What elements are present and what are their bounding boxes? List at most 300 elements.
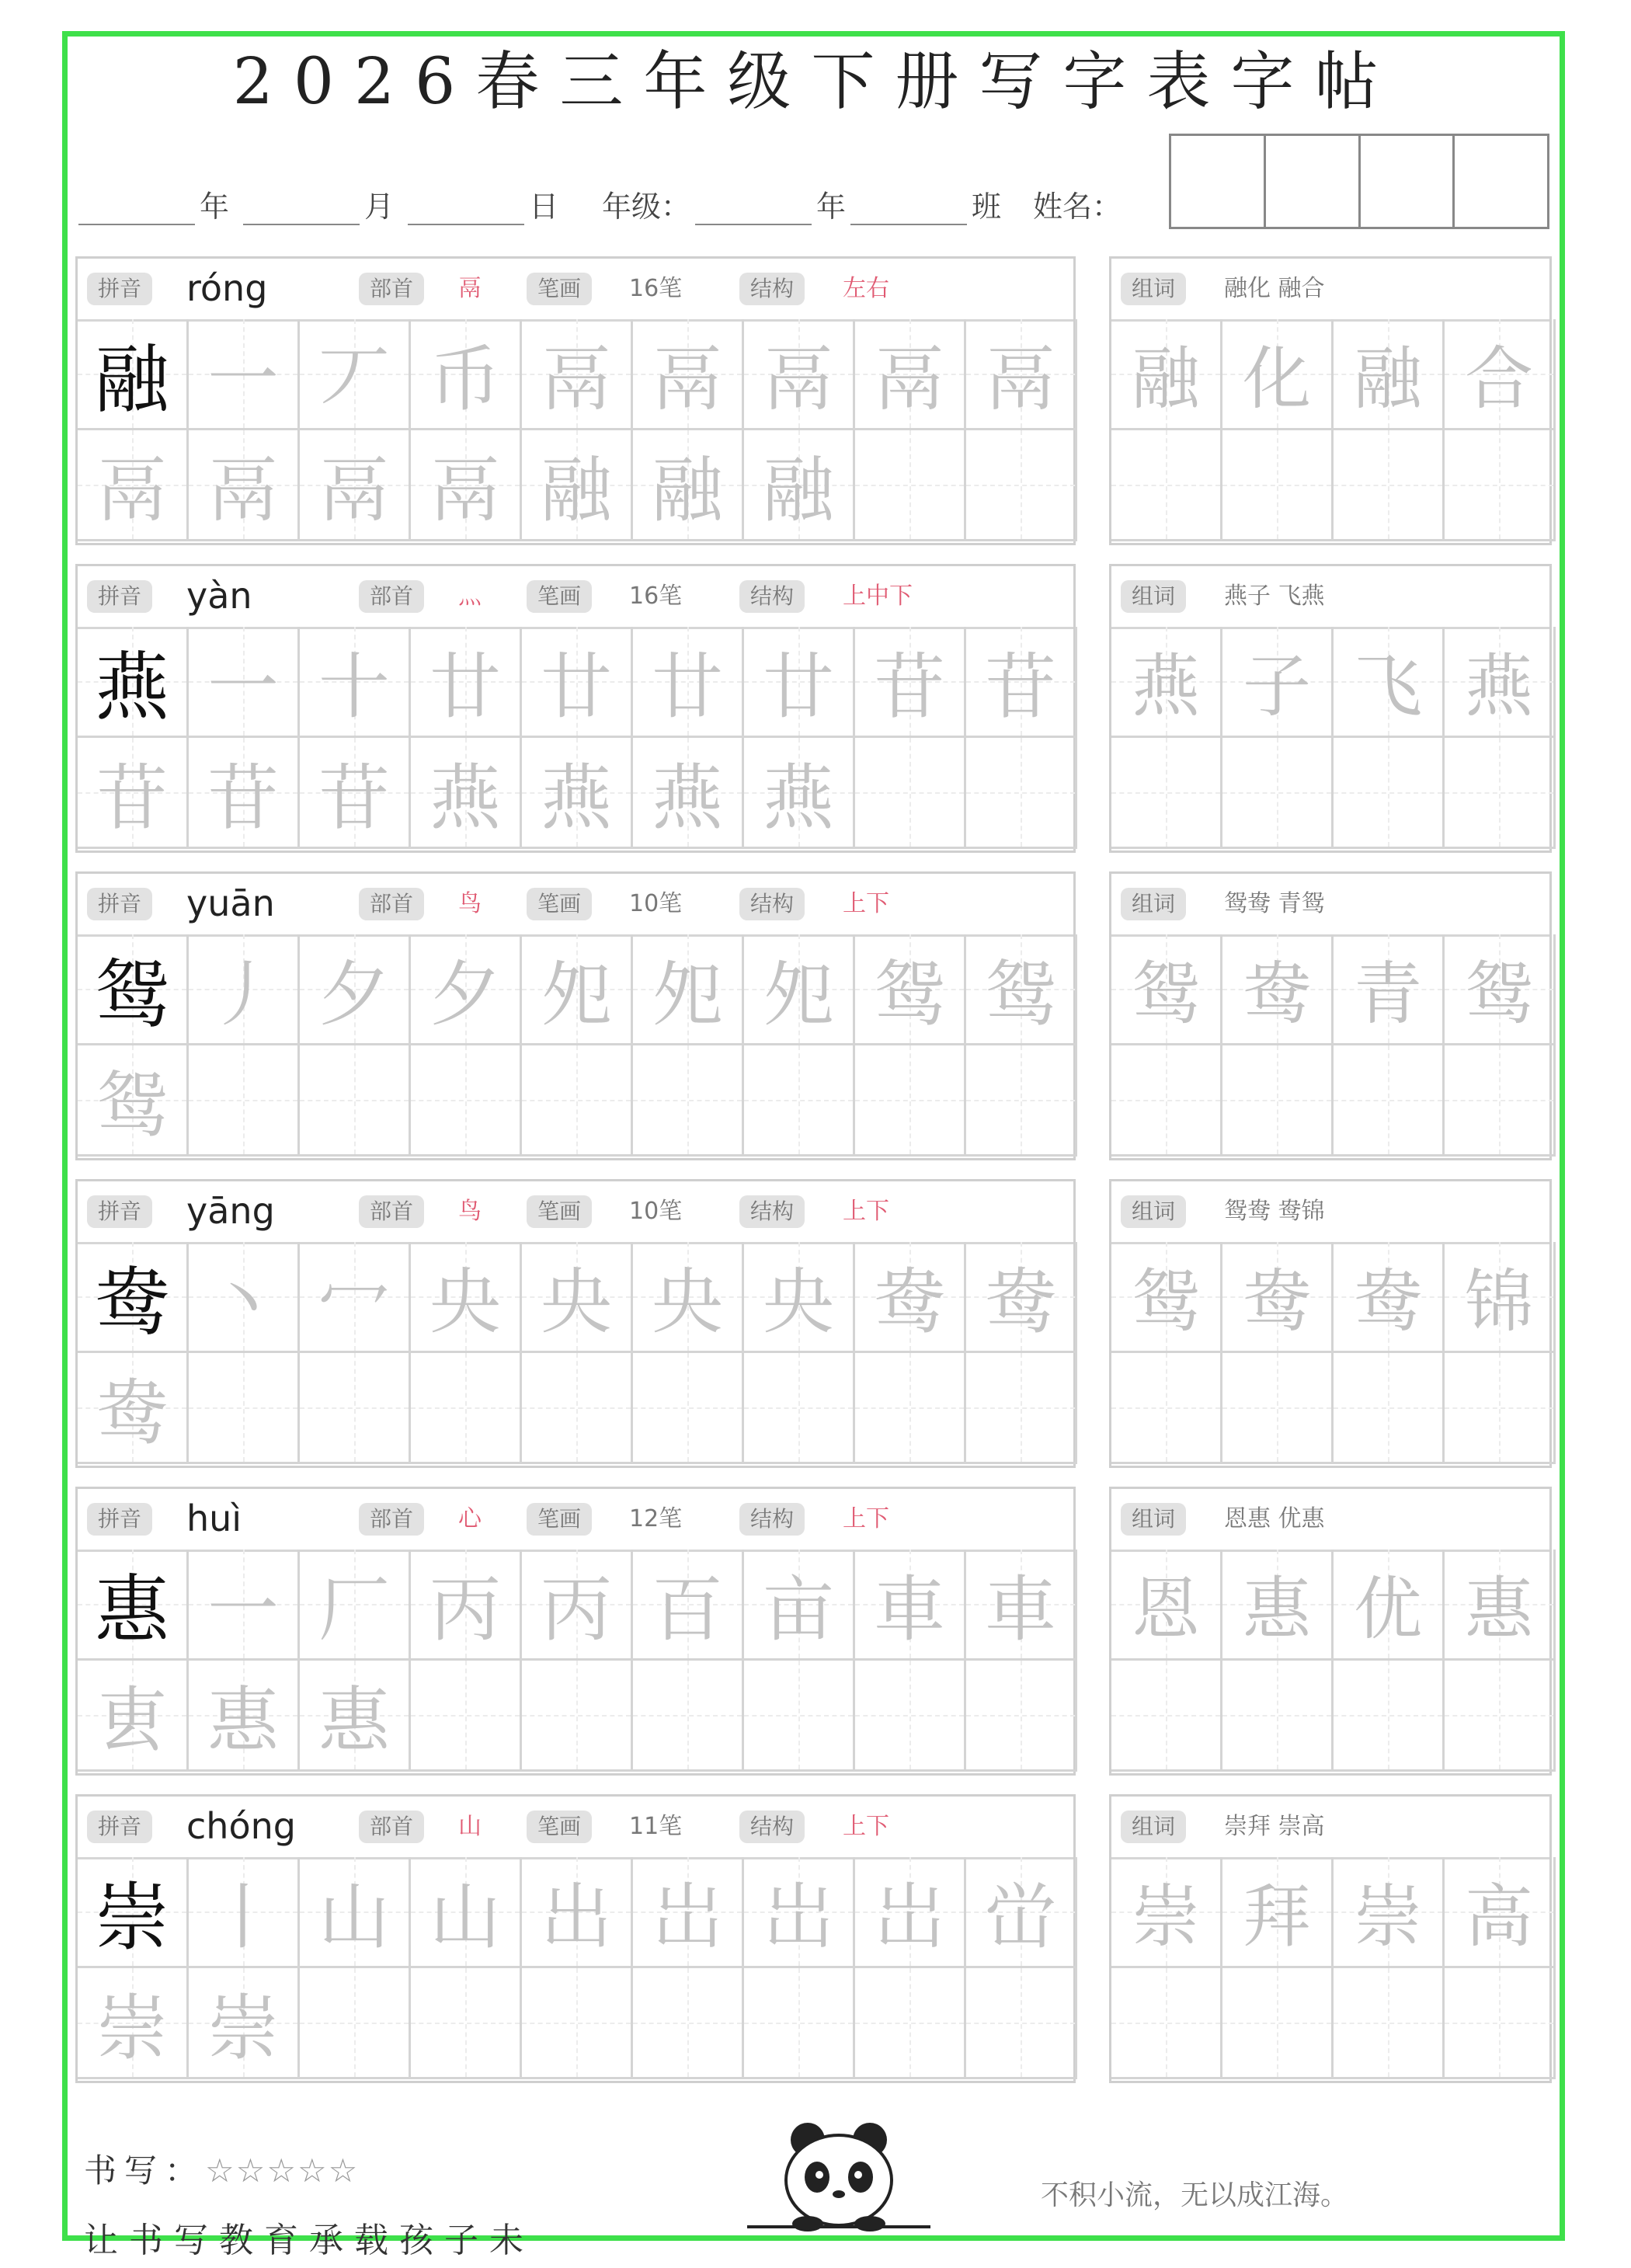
- grid-cell[interactable]: [1111, 1353, 1222, 1464]
- words-tag: 组词: [1121, 1503, 1186, 1536]
- grid-cell[interactable]: [522, 1242, 633, 1353]
- trace-char: 燕: [651, 757, 723, 840]
- grid-cell[interactable]: [1111, 1968, 1222, 2079]
- grid-cell[interactable]: [855, 1968, 966, 2079]
- words-value: 鸳鸯 鸯锦: [1224, 1198, 1325, 1225]
- grade-label: 年级：: [602, 190, 691, 224]
- rating-label: 书写：: [84, 2151, 206, 2190]
- word-trace-char: 子: [1242, 646, 1311, 726]
- trace-char: 燕: [429, 757, 501, 840]
- grid-cell[interactable]: [1222, 430, 1334, 541]
- grid-cell[interactable]: [1222, 319, 1334, 430]
- grid-cell[interactable]: [744, 934, 855, 1045]
- grid-cell[interactable]: [744, 1353, 855, 1464]
- grid-cell[interactable]: [633, 738, 744, 849]
- grid-cell[interactable]: [189, 1353, 300, 1464]
- radical-value: 鸟: [458, 890, 482, 917]
- class-unit: 班: [972, 190, 1002, 224]
- trace-char: 夕: [318, 953, 390, 1036]
- trace-char: 鬲: [207, 449, 279, 532]
- grid-cell[interactable]: [78, 1353, 189, 1464]
- trace-char: 鬲: [540, 338, 612, 421]
- grid-cell[interactable]: [300, 1045, 411, 1157]
- words-value: 鸳鸯 青鸳: [1224, 890, 1325, 917]
- grid-cell[interactable]: [522, 738, 633, 849]
- word-trace-char: 燕: [1131, 646, 1200, 726]
- word-trace-char: 惠: [1242, 1569, 1311, 1649]
- char-panel: [75, 871, 1076, 1160]
- trace-char: 鬲: [651, 338, 723, 421]
- trace-char: 十: [318, 645, 390, 729]
- grid-cell[interactable]: [300, 627, 411, 738]
- words-header: [1111, 1181, 1549, 1244]
- trace-char: 央: [429, 1261, 501, 1344]
- grid-cell[interactable]: [522, 1968, 633, 2079]
- trace-char: 百: [651, 1568, 723, 1651]
- grid-cell[interactable]: [411, 1661, 522, 1772]
- grid-cell[interactable]: [78, 430, 189, 541]
- trace-char: 苷: [207, 757, 279, 840]
- grid-cell[interactable]: [744, 1968, 855, 2079]
- grid-cell[interactable]: [966, 738, 1077, 849]
- words-grid: [1111, 1550, 1556, 1772]
- writing-grid: [78, 934, 1077, 1157]
- grid-cell[interactable]: [966, 1550, 1077, 1661]
- grid-cell[interactable]: [633, 1353, 744, 1464]
- trace-char: 岀: [651, 1876, 723, 1959]
- trace-char: 燕: [540, 757, 612, 840]
- trace-char: 崇: [207, 1987, 279, 2070]
- grid-cell[interactable]: [78, 738, 189, 849]
- grid-cell[interactable]: [855, 1353, 966, 1464]
- grid-cell[interactable]: [522, 1353, 633, 1464]
- grid-cell[interactable]: [1445, 319, 1556, 430]
- grid-cell[interactable]: [1111, 319, 1222, 430]
- grid-cell[interactable]: [411, 1045, 522, 1157]
- trace-char: 苷: [96, 757, 168, 840]
- grid-cell[interactable]: [1111, 627, 1222, 738]
- grid-cell[interactable]: [1222, 1857, 1334, 1968]
- trace-char: 苷: [984, 645, 1056, 729]
- model-char: 燕: [95, 643, 169, 731]
- radical-value: 心: [458, 1505, 482, 1532]
- grid-cell[interactable]: [522, 1661, 633, 1772]
- month-blank[interactable]: [243, 193, 360, 225]
- strokes-tag: 笔画: [527, 273, 592, 305]
- word-trace-char: 拜: [1242, 1877, 1311, 1957]
- word-trace-char: 鸯: [1353, 1261, 1422, 1341]
- grid-cell[interactable]: [966, 934, 1077, 1045]
- grid-cell[interactable]: [744, 1550, 855, 1661]
- char-info-header: [78, 566, 1073, 629]
- grid-cell[interactable]: [1222, 1550, 1334, 1661]
- grid-cell[interactable]: [411, 627, 522, 738]
- words-grid: [1111, 319, 1556, 541]
- grid-cell[interactable]: [855, 319, 966, 430]
- trace-char: 鬲: [984, 338, 1056, 421]
- grid-cell[interactable]: [633, 1045, 744, 1157]
- grid-cell[interactable]: [1334, 1857, 1445, 1968]
- grid-cell[interactable]: [633, 627, 744, 738]
- grid-cell[interactable]: [1334, 1242, 1445, 1353]
- grid-cell[interactable]: [744, 430, 855, 541]
- trace-char: 鸳: [96, 1064, 168, 1147]
- grid-cell[interactable]: [411, 738, 522, 849]
- trace-char: 丶: [207, 1261, 279, 1344]
- char-info-header: [78, 1489, 1073, 1552]
- grid-cell[interactable]: [633, 1968, 744, 2079]
- words-value: 崇拜 崇高: [1224, 1813, 1325, 1840]
- grid-cell[interactable]: [78, 1045, 189, 1157]
- grid-cell[interactable]: [1445, 934, 1556, 1045]
- grid-cell[interactable]: [855, 1661, 966, 1772]
- radical-tag: 部首: [359, 580, 424, 613]
- grid-cell[interactable]: [78, 1242, 189, 1353]
- grid-cell[interactable]: [522, 1857, 633, 1968]
- grid-cell[interactable]: [1445, 1242, 1556, 1353]
- structure-value: 上中下: [843, 583, 913, 610]
- grid-cell[interactable]: [855, 934, 966, 1045]
- grid-cell[interactable]: [744, 1242, 855, 1353]
- grid-cell[interactable]: [744, 738, 855, 849]
- grid-cell[interactable]: [1222, 934, 1334, 1045]
- grid-cell[interactable]: [744, 627, 855, 738]
- panda-icon: [746, 2117, 932, 2233]
- grid-cell[interactable]: [78, 934, 189, 1045]
- trace-char: 丿: [207, 953, 279, 1036]
- strokes-value: 10笔: [629, 1198, 683, 1225]
- grid-cell[interactable]: [633, 319, 744, 430]
- structure-tag: 结构: [739, 1811, 805, 1843]
- words-value: 燕子 飞燕: [1224, 583, 1325, 610]
- strokes-tag: 笔画: [527, 1195, 592, 1228]
- grid-cell[interactable]: [1445, 738, 1556, 849]
- grid-cell[interactable]: [1334, 934, 1445, 1045]
- grid-cell[interactable]: [1445, 1661, 1556, 1772]
- grid-cell[interactable]: [1334, 1661, 1445, 1772]
- grid-cell[interactable]: [1334, 738, 1445, 849]
- grid-cell[interactable]: [189, 1045, 300, 1157]
- grid-cell[interactable]: [78, 1857, 189, 1968]
- trace-char: 廿: [762, 645, 834, 729]
- model-char: 惠: [95, 1566, 169, 1654]
- grid-cell[interactable]: [855, 1045, 966, 1157]
- trace-char: 夕: [429, 953, 501, 1036]
- trace-char: 央: [762, 1261, 834, 1344]
- grid-cell[interactable]: [1445, 1045, 1556, 1157]
- grid-cell[interactable]: [300, 1857, 411, 1968]
- trace-char: 廿: [540, 645, 612, 729]
- grid-cell[interactable]: [1445, 1550, 1556, 1661]
- strokes-value: 11笔: [629, 1813, 683, 1840]
- rating-stars[interactable]: ☆☆☆☆☆: [205, 2151, 360, 2190]
- class-line: [602, 183, 1001, 225]
- word-trace-char: 崇: [1353, 1877, 1422, 1957]
- grade-blank[interactable]: [695, 193, 812, 225]
- grid-cell[interactable]: [1111, 934, 1222, 1045]
- grid-cell[interactable]: [300, 738, 411, 849]
- grid-cell[interactable]: [744, 1857, 855, 1968]
- trace-char: 丆: [318, 338, 390, 421]
- words-header: [1111, 874, 1549, 937]
- grid-cell[interactable]: [1445, 1353, 1556, 1464]
- grid-cell[interactable]: [1111, 1242, 1222, 1353]
- grid-cell[interactable]: [300, 1968, 411, 2079]
- class-blank[interactable]: [850, 193, 967, 225]
- trace-char: 一: [207, 338, 279, 421]
- grid-cell[interactable]: [1222, 1242, 1334, 1353]
- words-grid: [1111, 1857, 1556, 2079]
- char-panel: [75, 1794, 1076, 2083]
- grid-cell[interactable]: [1445, 1968, 1556, 2079]
- grid-cell[interactable]: [1222, 1968, 1334, 2079]
- grid-cell[interactable]: [1334, 1045, 1445, 1157]
- trace-char: 冖: [318, 1261, 390, 1344]
- model-char: 崇: [95, 1873, 169, 1961]
- trace-char: 崇: [96, 1987, 168, 2070]
- grid-cell[interactable]: [300, 934, 411, 1045]
- grid-cell[interactable]: [1222, 1045, 1334, 1157]
- rating: [84, 2145, 359, 2192]
- char-panel: [75, 1487, 1076, 1776]
- grid-cell[interactable]: [522, 934, 633, 1045]
- grid-cell[interactable]: [189, 319, 300, 430]
- grid-cell[interactable]: [966, 1968, 1077, 2079]
- word-trace-char: 鸳: [1131, 1261, 1200, 1341]
- words-panel: [1109, 256, 1552, 545]
- grid-cell[interactable]: [855, 1857, 966, 1968]
- grid-cell[interactable]: [744, 1661, 855, 1772]
- grid-cell[interactable]: [855, 627, 966, 738]
- grid-cell[interactable]: [633, 430, 744, 541]
- grid-cell[interactable]: [300, 1661, 411, 1772]
- grid-cell[interactable]: [1111, 1661, 1222, 1772]
- grid-cell[interactable]: [966, 1353, 1077, 1464]
- trace-char: 車: [984, 1568, 1056, 1651]
- word-trace-char: 优: [1353, 1569, 1422, 1649]
- grid-cell[interactable]: [411, 319, 522, 430]
- trace-char: 車: [873, 1568, 945, 1651]
- grid-cell[interactable]: [189, 1857, 300, 1968]
- grid-cell[interactable]: [522, 430, 633, 541]
- word-trace-char: 鸳: [1131, 954, 1200, 1034]
- pinyin-value: chóng: [186, 1805, 296, 1847]
- grid-cell[interactable]: [1111, 1045, 1222, 1157]
- grid-cell[interactable]: [411, 430, 522, 541]
- grid-cell[interactable]: [522, 627, 633, 738]
- trace-char: 叀: [96, 1679, 168, 1762]
- grid-cell[interactable]: [189, 1661, 300, 1772]
- grid-cell[interactable]: [300, 1242, 411, 1353]
- words-header: [1111, 1797, 1549, 1859]
- grid-cell[interactable]: [1334, 319, 1445, 430]
- word-trace-char: 融: [1131, 339, 1200, 419]
- grid-cell[interactable]: [1222, 1353, 1334, 1464]
- grid-cell[interactable]: [1111, 1857, 1222, 1968]
- grid-cell[interactable]: [300, 1353, 411, 1464]
- words-panel: [1109, 1487, 1552, 1776]
- grid-cell[interactable]: [1334, 430, 1445, 541]
- radical-tag: 部首: [359, 273, 424, 305]
- char-panel: [75, 256, 1076, 545]
- grid-cell[interactable]: [1222, 1661, 1334, 1772]
- trace-char: 夗: [762, 953, 834, 1036]
- grid-cell[interactable]: [966, 1045, 1077, 1157]
- grid-cell[interactable]: [411, 1242, 522, 1353]
- trace-char: 夗: [540, 953, 612, 1036]
- grid-cell[interactable]: [189, 1242, 300, 1353]
- model-char: 鸳: [95, 951, 169, 1038]
- grid-cell[interactable]: [300, 319, 411, 430]
- grid-cell[interactable]: [78, 319, 189, 430]
- grid-cell[interactable]: [1111, 738, 1222, 849]
- day-blank[interactable]: [408, 193, 524, 225]
- grid-cell[interactable]: [1334, 1353, 1445, 1464]
- grid-cell[interactable]: [411, 934, 522, 1045]
- radical-tag: 部首: [359, 1811, 424, 1843]
- trace-char: 廿: [651, 645, 723, 729]
- grid-cell[interactable]: [633, 934, 744, 1045]
- grid-cell[interactable]: [522, 319, 633, 430]
- grid-cell[interactable]: [966, 1857, 1077, 1968]
- radical-value: 山: [458, 1813, 482, 1840]
- grid-cell[interactable]: [78, 627, 189, 738]
- grid-cell[interactable]: [78, 1661, 189, 1772]
- trace-char: 丙: [429, 1568, 501, 1651]
- grid-cell[interactable]: [855, 1242, 966, 1353]
- trace-char: 鬲: [429, 449, 501, 532]
- writing-grid: [78, 1857, 1077, 2079]
- grid-cell[interactable]: [1334, 1968, 1445, 2079]
- word-trace-char: 鸯: [1242, 1261, 1311, 1341]
- char-panel: [75, 564, 1076, 853]
- trace-char: 苷: [318, 757, 390, 840]
- pinyin-tag: 拼音: [87, 273, 152, 305]
- grid-cell[interactable]: [411, 1968, 522, 2079]
- grid-cell[interactable]: [189, 430, 300, 541]
- grid-cell[interactable]: [1111, 1550, 1222, 1661]
- grid-cell[interactable]: [633, 1242, 744, 1353]
- radical-value: 鸟: [458, 1198, 482, 1225]
- words-header: [1111, 259, 1549, 322]
- pinyin-value: róng: [186, 267, 268, 309]
- grid-cell[interactable]: [633, 1661, 744, 1772]
- words-header: [1111, 566, 1549, 629]
- trace-char: 山: [318, 1876, 390, 1959]
- name-boxes[interactable]: [1169, 134, 1549, 229]
- grid-cell[interactable]: [1445, 1857, 1556, 1968]
- grid-cell[interactable]: [1445, 627, 1556, 738]
- grid-cell[interactable]: [300, 430, 411, 541]
- grid-cell[interactable]: [744, 319, 855, 430]
- grid-cell[interactable]: [855, 430, 966, 541]
- structure-tag: 结构: [739, 1195, 805, 1228]
- writing-grid: [78, 319, 1077, 541]
- words-value: 融化 融合: [1224, 275, 1325, 302]
- words-tag: 组词: [1121, 1195, 1186, 1228]
- grid-cell[interactable]: [1334, 627, 1445, 738]
- structure-value: 左右: [843, 275, 889, 302]
- pinyin-value: yāng: [186, 1190, 275, 1232]
- word-trace-char: 青: [1353, 954, 1422, 1034]
- trace-char: 亩: [762, 1568, 834, 1651]
- words-panel: [1109, 1179, 1552, 1468]
- grid-cell[interactable]: [966, 319, 1077, 430]
- structure-value: 上下: [843, 890, 889, 917]
- trace-char: 峃: [984, 1876, 1056, 1959]
- radical-tag: 部首: [359, 888, 424, 920]
- grid-cell[interactable]: [744, 1045, 855, 1157]
- writing-grid: [78, 627, 1077, 849]
- word-trace-char: 融: [1353, 339, 1422, 419]
- strokes-value: 12笔: [629, 1505, 683, 1532]
- page-title: 2026春三年级下册写字表字帖: [232, 45, 1399, 119]
- trace-char: 惠: [318, 1679, 390, 1762]
- trace-char: 岀: [873, 1876, 945, 1959]
- grid-cell[interactable]: [855, 1550, 966, 1661]
- structure-tag: 结构: [739, 888, 805, 920]
- grid-cell[interactable]: [1334, 1550, 1445, 1661]
- radical-tag: 部首: [359, 1503, 424, 1536]
- grid-cell[interactable]: [78, 1968, 189, 2079]
- trace-char: 燕: [762, 757, 834, 840]
- words-tag: 组词: [1121, 273, 1186, 305]
- grid-cell[interactable]: [189, 738, 300, 849]
- structure-tag: 结构: [739, 273, 805, 305]
- trace-char: 央: [540, 1261, 612, 1344]
- day-label: 日: [529, 190, 559, 224]
- grid-cell[interactable]: [633, 1857, 744, 1968]
- grid-cell[interactable]: [522, 1045, 633, 1157]
- trace-char: 融: [651, 449, 723, 532]
- grid-cell[interactable]: [411, 1550, 522, 1661]
- grid-cell[interactable]: [78, 1550, 189, 1661]
- grid-cell[interactable]: [855, 738, 966, 849]
- grid-cell[interactable]: [1445, 430, 1556, 541]
- grid-cell[interactable]: [189, 1550, 300, 1661]
- year-blank[interactable]: [78, 193, 195, 225]
- grid-cell[interactable]: [522, 1550, 633, 1661]
- grid-cell[interactable]: [1111, 430, 1222, 541]
- char-info-header: [78, 1797, 1073, 1859]
- grid-cell[interactable]: [966, 430, 1077, 541]
- grid-cell[interactable]: [1222, 627, 1334, 738]
- grid-cell[interactable]: [411, 1353, 522, 1464]
- radical-value: 灬: [458, 583, 482, 610]
- pinyin-value: yuān: [186, 882, 275, 924]
- year-label: 年: [200, 190, 230, 224]
- grid-cell[interactable]: [1222, 738, 1334, 849]
- grid-cell[interactable]: [633, 1550, 744, 1661]
- trace-char: 厂: [318, 1568, 390, 1651]
- grid-cell[interactable]: [189, 1968, 300, 2079]
- grid-cell[interactable]: [300, 1550, 411, 1661]
- grid-cell[interactable]: [411, 1857, 522, 1968]
- grid-cell[interactable]: [966, 1661, 1077, 1772]
- grid-cell[interactable]: [966, 1242, 1077, 1353]
- word-trace-char: 化: [1242, 339, 1311, 419]
- grid-cell[interactable]: [966, 627, 1077, 738]
- strokes-tag: 笔画: [527, 1811, 592, 1843]
- trace-char: 鸳: [873, 953, 945, 1036]
- char-info-header: [78, 259, 1073, 322]
- char-panel: [75, 1179, 1076, 1468]
- trace-char: 丙: [540, 1568, 612, 1651]
- grid-cell[interactable]: [189, 627, 300, 738]
- structure-value: 上下: [843, 1813, 889, 1840]
- grid-cell[interactable]: [189, 934, 300, 1045]
- words-grid: [1111, 627, 1556, 849]
